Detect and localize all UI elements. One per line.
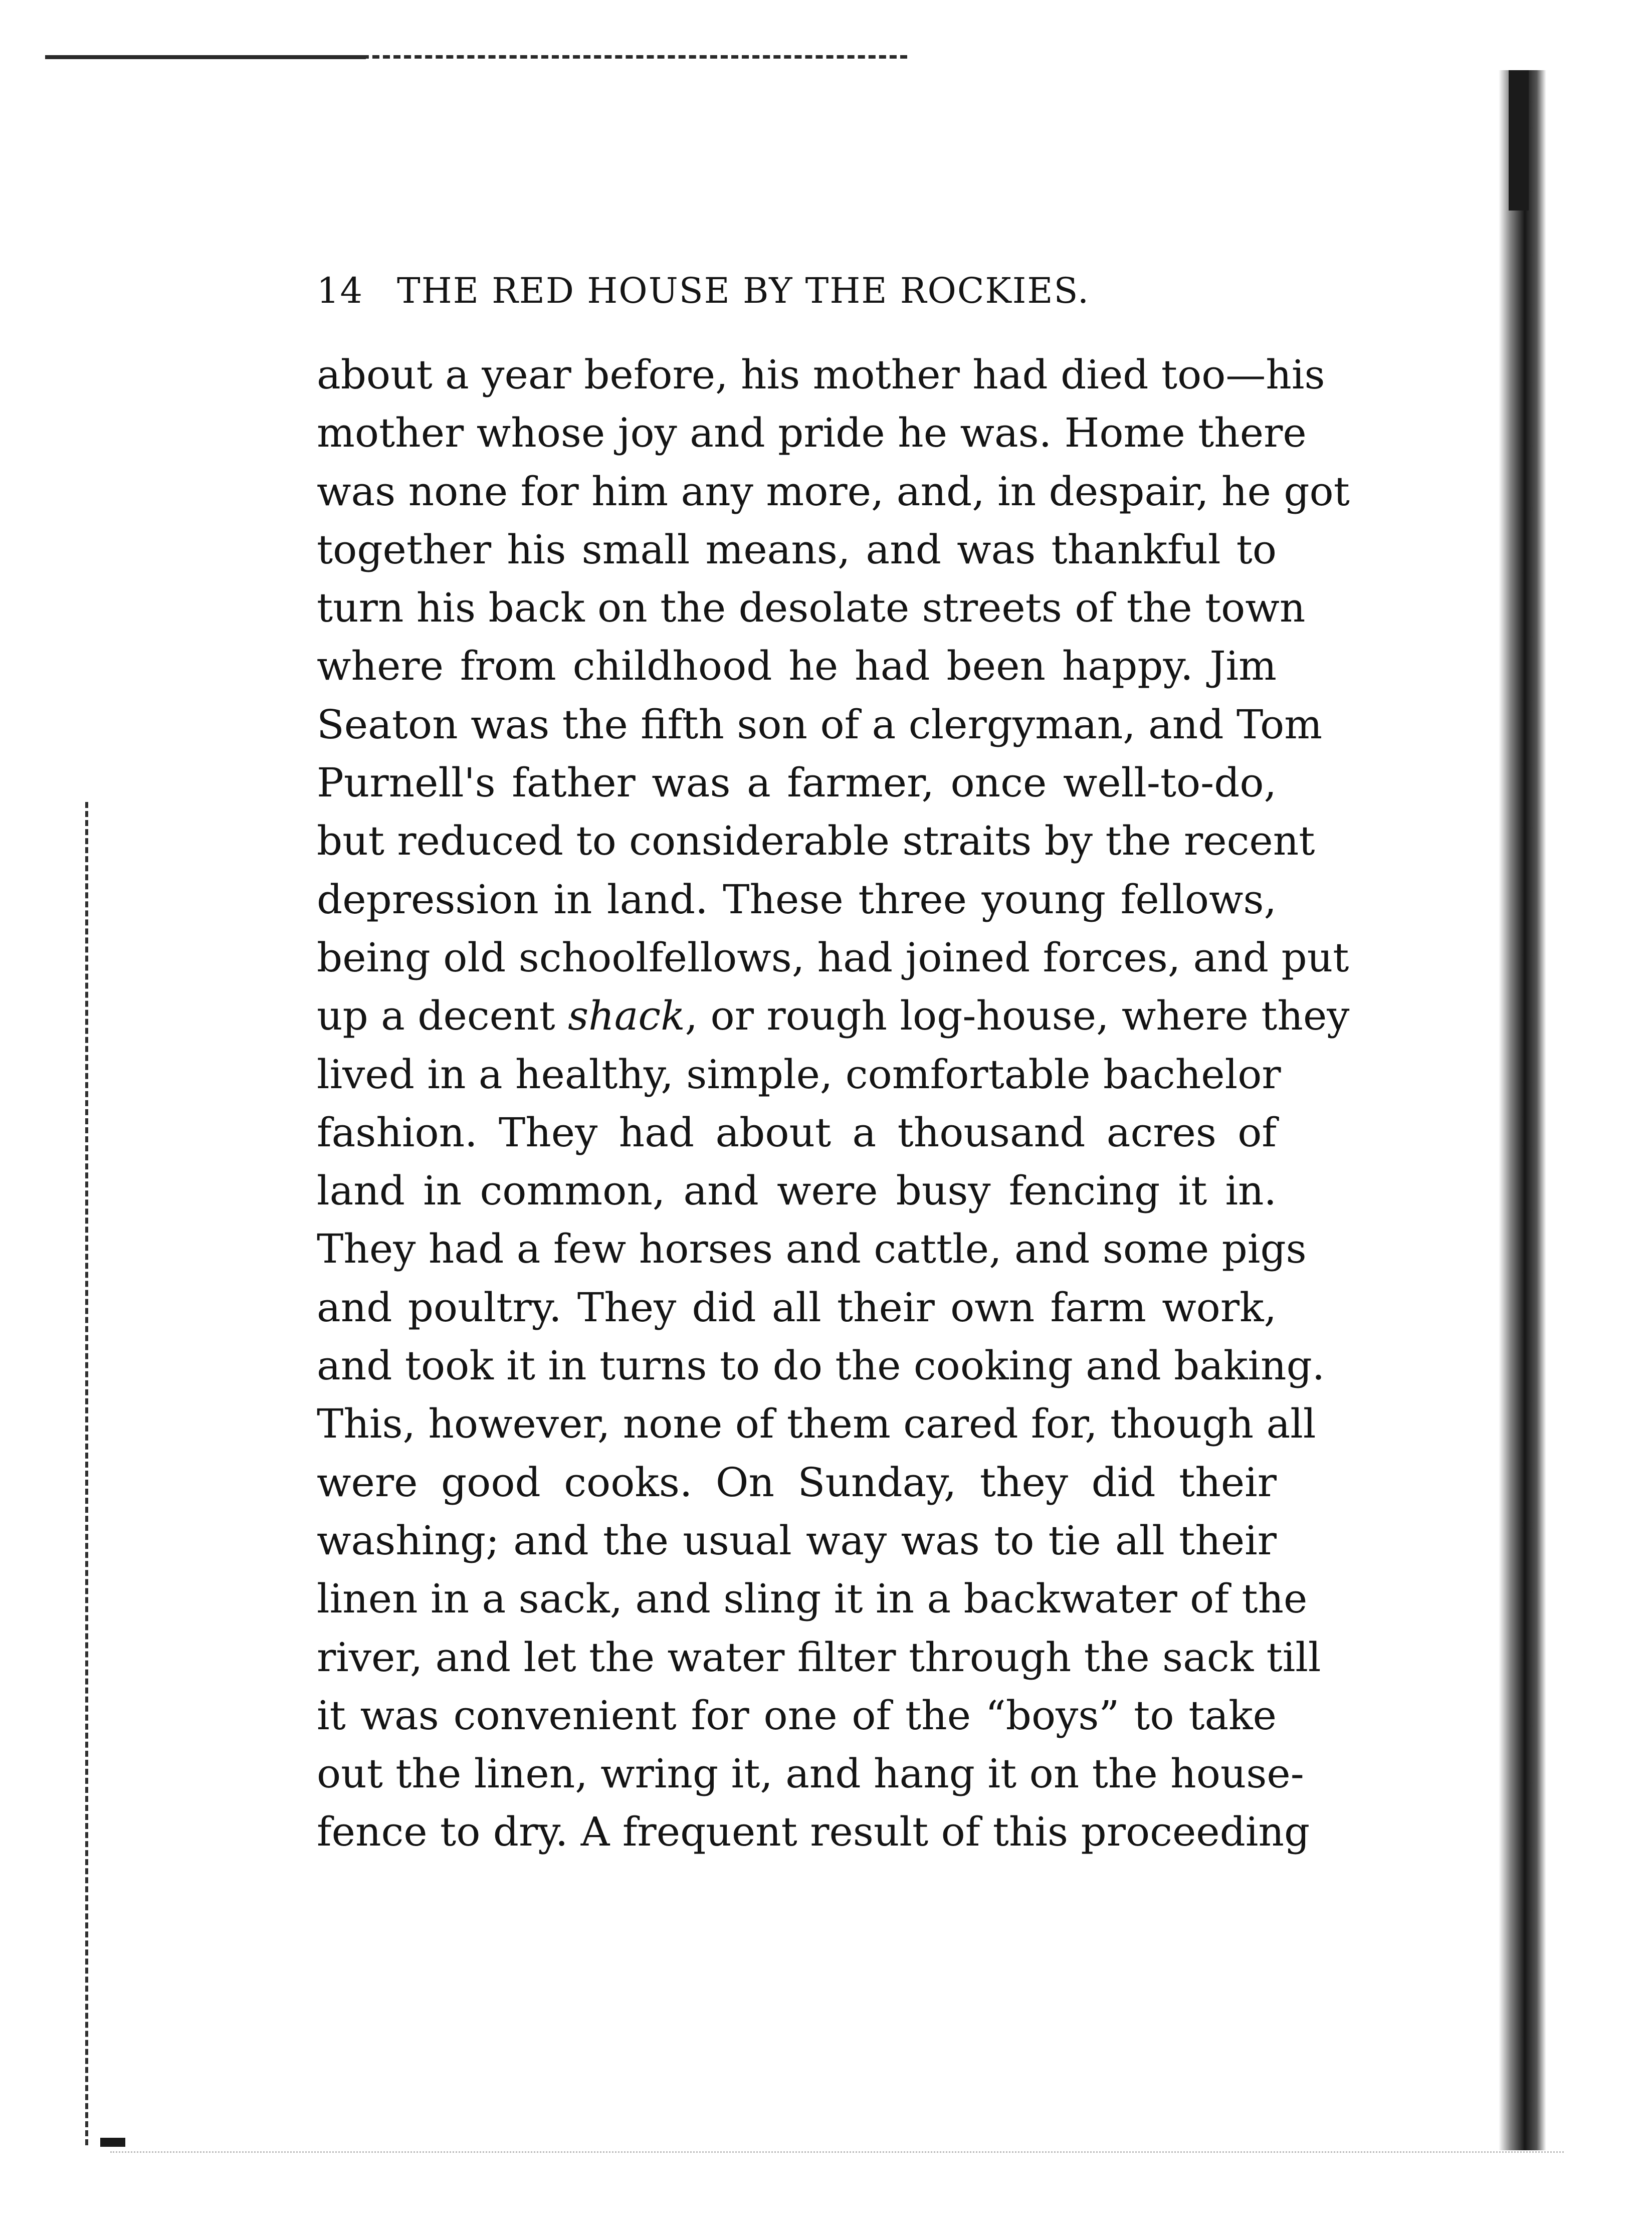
text-line-with-italic xyxy=(317,987,1350,1045)
text-line: This, however, none of them cared for, though all xyxy=(317,1400,1316,1448)
text-line: They had a few horses and cattle, and some pigs xyxy=(317,1226,1307,1273)
text-line: lived in a healthy, simple, comfortable bachelor xyxy=(317,1051,1281,1098)
text-line: turn his back on the desolate streets of the town xyxy=(317,584,1306,632)
text-segment: up a decent xyxy=(317,992,555,1040)
text-line: Seaton was the fifth son of a clergyman, and Tom xyxy=(317,701,1323,748)
binding-shadow xyxy=(1499,70,1546,2150)
text-line: was none for him any more, and, in despair, he got xyxy=(317,468,1350,515)
running-head xyxy=(317,268,1164,313)
text-line: about a year before, his mother had died too—his xyxy=(317,351,1325,398)
text-line: mother whose joy and pride he was. Home there xyxy=(317,410,1307,457)
text-line: being old schoolfellows, had joined forces, and put xyxy=(317,934,1349,981)
body-text xyxy=(317,346,1350,1862)
text-line: were good cooks. On Sunday, they did their xyxy=(317,1459,1277,1506)
scan-bottom-edge xyxy=(110,2151,1564,2153)
text-line: Purnell's father was a farmer, once well-to-do, xyxy=(317,759,1277,806)
text-line: fence to dry. A frequent result of this proceeding xyxy=(317,1808,1310,1856)
text-line: it was convenient for one of the “boys” to take xyxy=(317,1692,1277,1739)
text-line: river, and let the water filter through the sack till xyxy=(317,1634,1321,1681)
text-line: fashion. They had about a thousand acres of xyxy=(317,1109,1277,1156)
text-line: and poultry. They did all their own farm work, xyxy=(317,1284,1277,1331)
text-line: depression in land. These three young fellows, xyxy=(317,876,1277,923)
text-line: linen in a sack, and sling it in a backwater of the xyxy=(317,1575,1308,1622)
text-line: land in common, and were busy fencing it in. xyxy=(317,1167,1277,1214)
running-title: THE RED HOUSE BY THE ROCKIES. xyxy=(397,270,1090,311)
text-line: but reduced to considerable straits by the recent xyxy=(317,818,1315,865)
binding-shadow-top xyxy=(1509,70,1529,211)
scan-top-edge-solid xyxy=(45,55,366,59)
text-line: and took it in turns to do the cooking and baking. xyxy=(317,1342,1325,1389)
text-line: together his small means, and was thankful to xyxy=(317,526,1277,573)
text-segment: , or rough log-house, where they xyxy=(685,992,1350,1040)
italic-word: shack xyxy=(568,992,685,1040)
scan-left-edge-mark xyxy=(100,2138,125,2147)
text-line: where from childhood he had been happy. Jim xyxy=(317,643,1277,690)
page-number: 14 xyxy=(317,270,364,311)
text-line: out the linen, wring it, and hang it on the house- xyxy=(317,1750,1304,1797)
text-line: washing; and the usual way was to tie all their xyxy=(317,1517,1277,1564)
scan-left-edge xyxy=(85,802,93,2145)
